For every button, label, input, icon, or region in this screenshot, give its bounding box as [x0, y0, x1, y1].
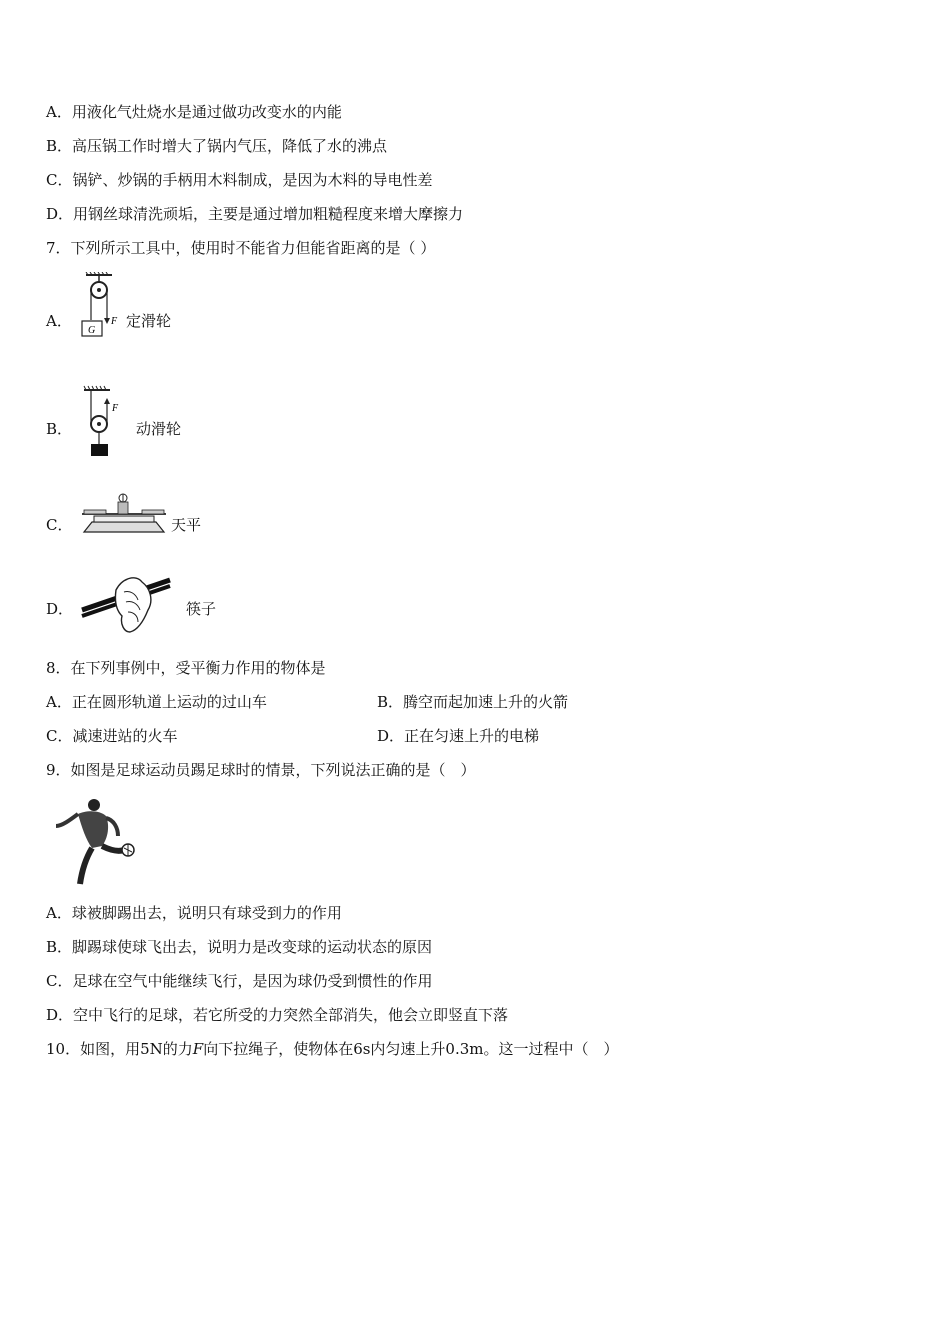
q8-stem: 8．在下列事例中，受平衡力作用的物体是: [46, 659, 326, 677]
q7-option-a-letter: A．: [46, 312, 72, 330]
q7-option-d-letter: D．: [46, 600, 74, 618]
fixed-pulley-figure: [78, 272, 124, 340]
fixed-pulley-f-label: F: [111, 316, 118, 327]
q9-option-c: C．足球在空气中能继续飞行，是因为球仍受到惯性的作用: [46, 972, 433, 990]
q8-option-a: A．正在圆形轨道上运动的过山车: [46, 693, 267, 711]
q6-option-d: D．用钢丝球清洗顽垢，主要是通过增加粗糙程度来增大摩擦力: [46, 205, 464, 223]
q7-option-b-letter: B．: [46, 420, 73, 438]
q9-option-b: B．脚踢球使球飞出去，说明力是改变球的运动状态的原因: [46, 938, 433, 956]
q10-force-variable: F: [192, 1040, 204, 1058]
balance-figure: [78, 492, 170, 536]
q8-option-c: C．减速进站的火车: [46, 727, 178, 745]
q8-option-b: B．腾空而起加速上升的火箭: [377, 693, 569, 711]
movable-pulley-figure: [82, 384, 128, 458]
q6-option-a: A．用液化气灶烧水是通过做功改变水的内能: [46, 103, 342, 121]
q8-option-d: D．正在匀速上升的电梯: [377, 727, 540, 745]
fixed-pulley-g-label: G: [88, 325, 96, 336]
q7-option-a-label: 定滑轮: [126, 312, 172, 330]
q7-option-d-label: 筷子: [186, 600, 217, 618]
q10-stem-pre: 10．如图，用5N的力: [46, 1040, 193, 1058]
q7-option-c-letter: C．: [46, 516, 73, 534]
q9-stem: 9．如图是足球运动员踢足球时的情景，下列说法正确的是（ ）: [46, 761, 476, 779]
chopsticks-figure: [80, 570, 176, 636]
movable-pulley-f-label: F: [112, 403, 119, 414]
q7-option-c-label: 天平: [171, 516, 202, 534]
q9-option-a: A．球被脚踢出去，说明只有球受到力的作用: [46, 904, 342, 922]
q6-option-b: B．高压锅工作时增大了锅内气压，降低了水的沸点: [46, 137, 388, 155]
q7-stem: 7．下列所示工具中，使用时不能省力但能省距离的是（ ）: [46, 239, 436, 257]
soccer-player-figure: [52, 796, 142, 888]
q10-stem: [46, 1039, 619, 1059]
q10-stem-post: 向下拉绳子，使物体在6s内匀速上升0.3m。这一过程中（ ）: [203, 1040, 619, 1058]
q9-option-d: D．空中飞行的足球，若它所受的力突然全部消失，他会立即竖直下落: [46, 1006, 509, 1024]
q6-option-c: C．锅铲、炒锅的手柄用木料制成，是因为木料的导电性差: [46, 171, 433, 189]
q7-option-b-label: 动滑轮: [136, 420, 182, 438]
